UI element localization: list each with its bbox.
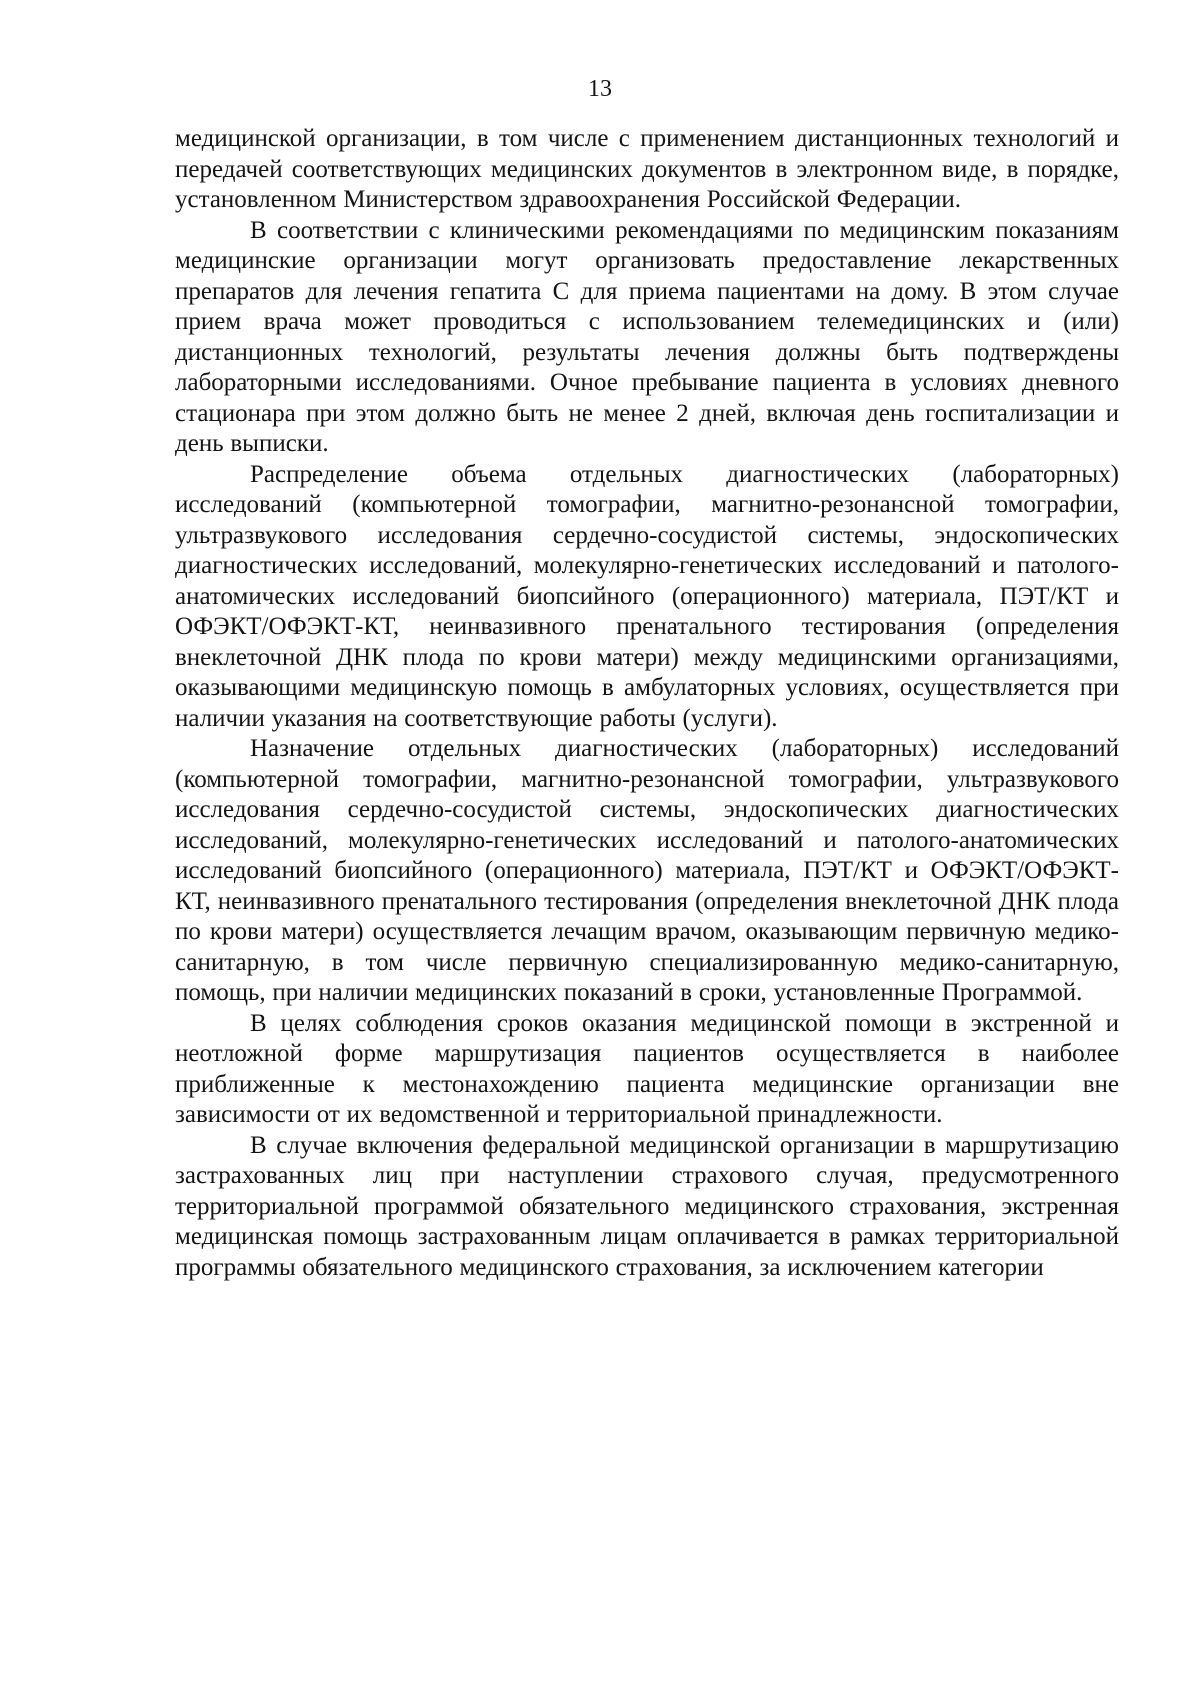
paragraph-federal-organization: В случае включения федеральной медицинской организации в маршрутизацию застрахованных лиц при наступлении страхового случая, предусмотренного территориальной программой обязательного медицинского страхования, экстренная медицинская помощь застрахованным лицам оплачивается в рамках территориальной программы обязательного медицинского страхования, за исключением категории (175, 1131, 1119, 1281)
document-body (175, 124, 1119, 1283)
paragraph-continuation: медицинской организации, в том числе с применением дистанционных технологий и передачей соответствующих медицинских документов в электронном виде, в порядке, установленном Министерством здравоохранения Российской Федерации. (175, 125, 1119, 213)
paragraph-routing: В целях соблюдения сроков оказания медицинской помощи в экстренной и неотложной форме маршрутизация пациентов осуществляется в наиболее приближенные к местонахождению пациента медицинские организации вне зависимости от их ведомственной и территориальной принадлежности. (175, 1009, 1119, 1128)
page-number: 13 (588, 76, 612, 102)
paragraph-hepatitis-c: В соответствии с клиническими рекомендациями по медицинским показаниям медицинские организации могут организовать предоставление лекарственных препаратов для лечения гепатита С для приема пациентами на дому. В этом случае прием врача может проводиться с использованием телемедицинских и (или) дистанционных технологий, результаты лечения должны быть подтверждены лабораторными исследованиями. Очное пребывание пациента в условиях дневного стационара при этом должно быть не менее 2 дней, включая день госпитализации и день выписки. (175, 216, 1119, 457)
paragraph-prescription: Назначение отдельных диагностических (лабораторных) исследований (компьютерной томографии, магнитно-резонансной томографии, ультразвукового исследования сердечно-сосудистой системы, эндоскопических диагностических исследований, молекулярно-генетических исследований и патолого-анатомических исследований биопсийного (операционного) материала, ПЭТ/КТ и ОФЭКТ/ОФЭКТ-КТ, неинвазивного пренатального тестирования (определения внеклеточной ДНК плода по крови матери) осуществляется лечащим врачом, оказывающим первичную медико-санитарную, в том числе первичную специализированную медико-санитарную, помощь, при наличии медицинских показаний в сроки, установленные Программой. (175, 735, 1119, 1006)
paragraph-distribution: Распределение объема отдельных диагностических (лабораторных) исследований (компьютерной томографии, магнитно-резонансной томографии, ультразвукового исследования сердечно-сосудистой системы, эндоскопических диагностических исследований, молекулярно-генетических исследований и патолого-анатомических исследований биопсийного (операционного) материала, ПЭТ/КТ и ОФЭКТ/ОФЭКТ-КТ, неинвазивного пренатального тестирования (определения внеклеточной ДНК плода по крови матери) между медицинскими организациями, оказывающими медицинскую помощь в амбулаторных условиях, осуществляется при наличии указания на соответствующие работы (услуги). (175, 460, 1119, 732)
